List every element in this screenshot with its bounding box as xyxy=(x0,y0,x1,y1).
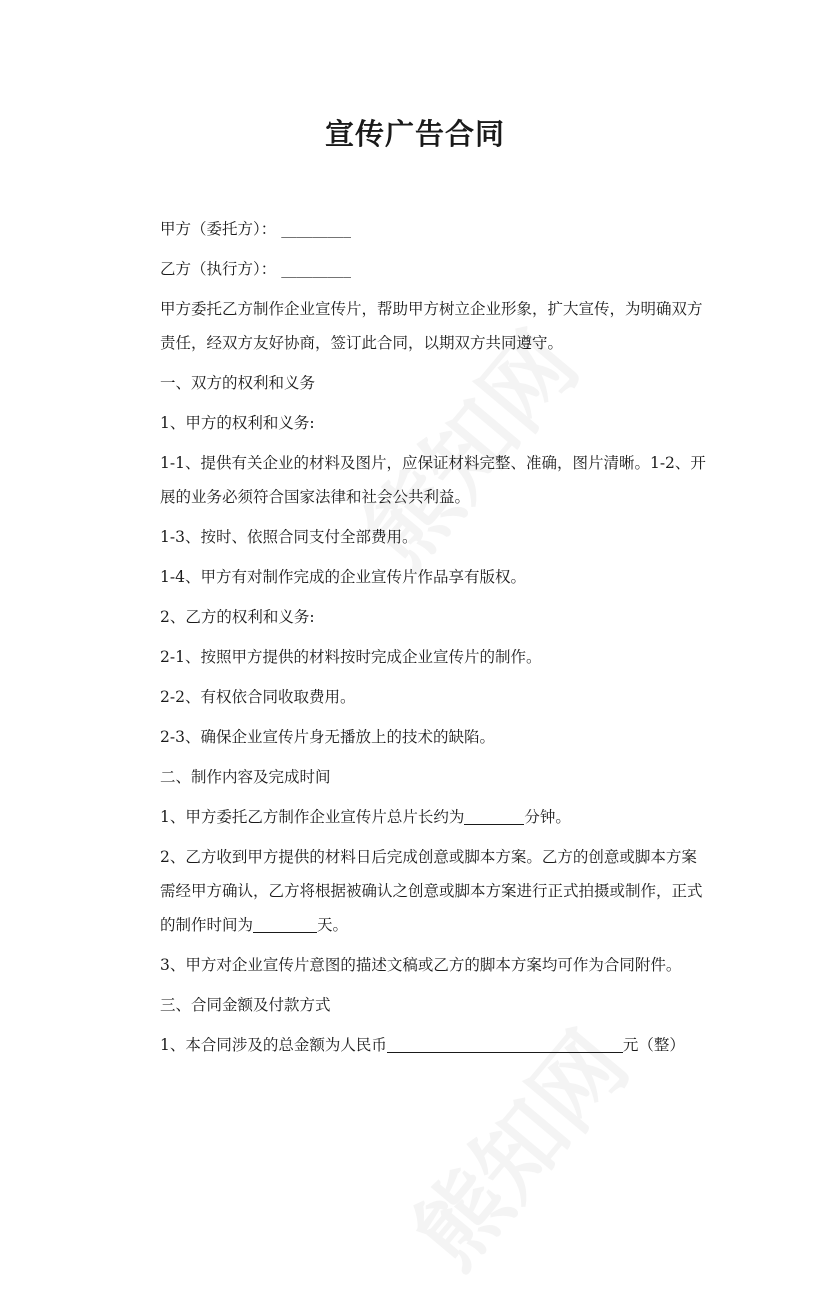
document-title: 宣传广告合同 xyxy=(324,117,505,151)
party-a-line xyxy=(160,212,708,246)
length-blank[interactable] xyxy=(464,802,524,825)
amount-blank[interactable] xyxy=(387,1030,623,1053)
section-1-item-3: 1-3、按时、依照合同支付全部费用。 xyxy=(160,528,418,546)
content-item-1-text: 1、甲方委托乙方制作企业宣传片总片长约为 xyxy=(160,808,465,826)
content-item-2-text: 2、乙方收到甲方提供的材料日后完成创意或脚本方案。乙方的创意或脚本方案需经甲方确认，乙方将根据被确认之创意或脚本方案进行正式拍摄或制作，正式的制作时间为 xyxy=(160,848,703,934)
amount-item-1-unit: 元（整） xyxy=(622,1036,685,1054)
section-2-item-3: 2-3、确保企业宣传片身无播放上的技术的缺陷。 xyxy=(160,728,495,746)
content-item-1 xyxy=(160,800,708,834)
section-2-heading: 二、制作内容及完成时间 xyxy=(160,768,331,786)
section-2-item-1: 2-1、按照甲方提供的材料按时完成企业宣传片的制作。 xyxy=(160,648,542,666)
section-3-heading: 三、合同金额及付款方式 xyxy=(160,996,331,1014)
party-a-blank: _________ xyxy=(281,220,351,238)
amount-item-1-text: 1、本合同涉及的总金额为人民币 xyxy=(160,1036,387,1054)
party-b-label: 乙方（执行方）： xyxy=(160,260,277,278)
section-1-sub-2: 2、乙方的权利和义务: xyxy=(160,608,315,626)
content-item-2-unit: 天。 xyxy=(317,916,349,934)
party-b-blank: _________ xyxy=(281,260,351,278)
party-a-label: 甲方（委托方）： xyxy=(160,220,277,238)
intro-text: 甲方委托乙方制作企业宣传片，帮助甲方树立企业形象，扩大宣传，为明确双方责任，经双方友好协商，签订此合同，以期双方共同遵守。 xyxy=(160,300,703,352)
section-1-item-1: 1-1、提供有关企业的材料及图片，应保证材料完整、准确，图片清晰。1-2、开展的业务必须符合国家法律和社会公共利益。 xyxy=(160,454,706,506)
content-item-3: 3、甲方对企业宣传片意图的描述文稿或乙方的脚本方案均可作为合同附件。 xyxy=(160,956,682,974)
section-1-sub-1: 1、甲方的权利和义务: xyxy=(160,414,315,432)
section-1-item-4: 1-4、甲方有对制作完成的企业宣传片作品享有版权。 xyxy=(160,568,526,586)
section-2-item-2: 2-2、有权依合同收取费用。 xyxy=(160,688,356,706)
party-b-line xyxy=(160,252,708,286)
section-1-heading: 一、双方的权利和义务 xyxy=(160,374,316,392)
content-item-1-unit: 分钟。 xyxy=(524,808,571,826)
duration-blank[interactable] xyxy=(253,910,317,933)
amount-item-1 xyxy=(160,1028,708,1062)
document-body xyxy=(160,212,708,1068)
content-item-2 xyxy=(160,840,708,942)
intro-paragraph xyxy=(160,292,708,360)
